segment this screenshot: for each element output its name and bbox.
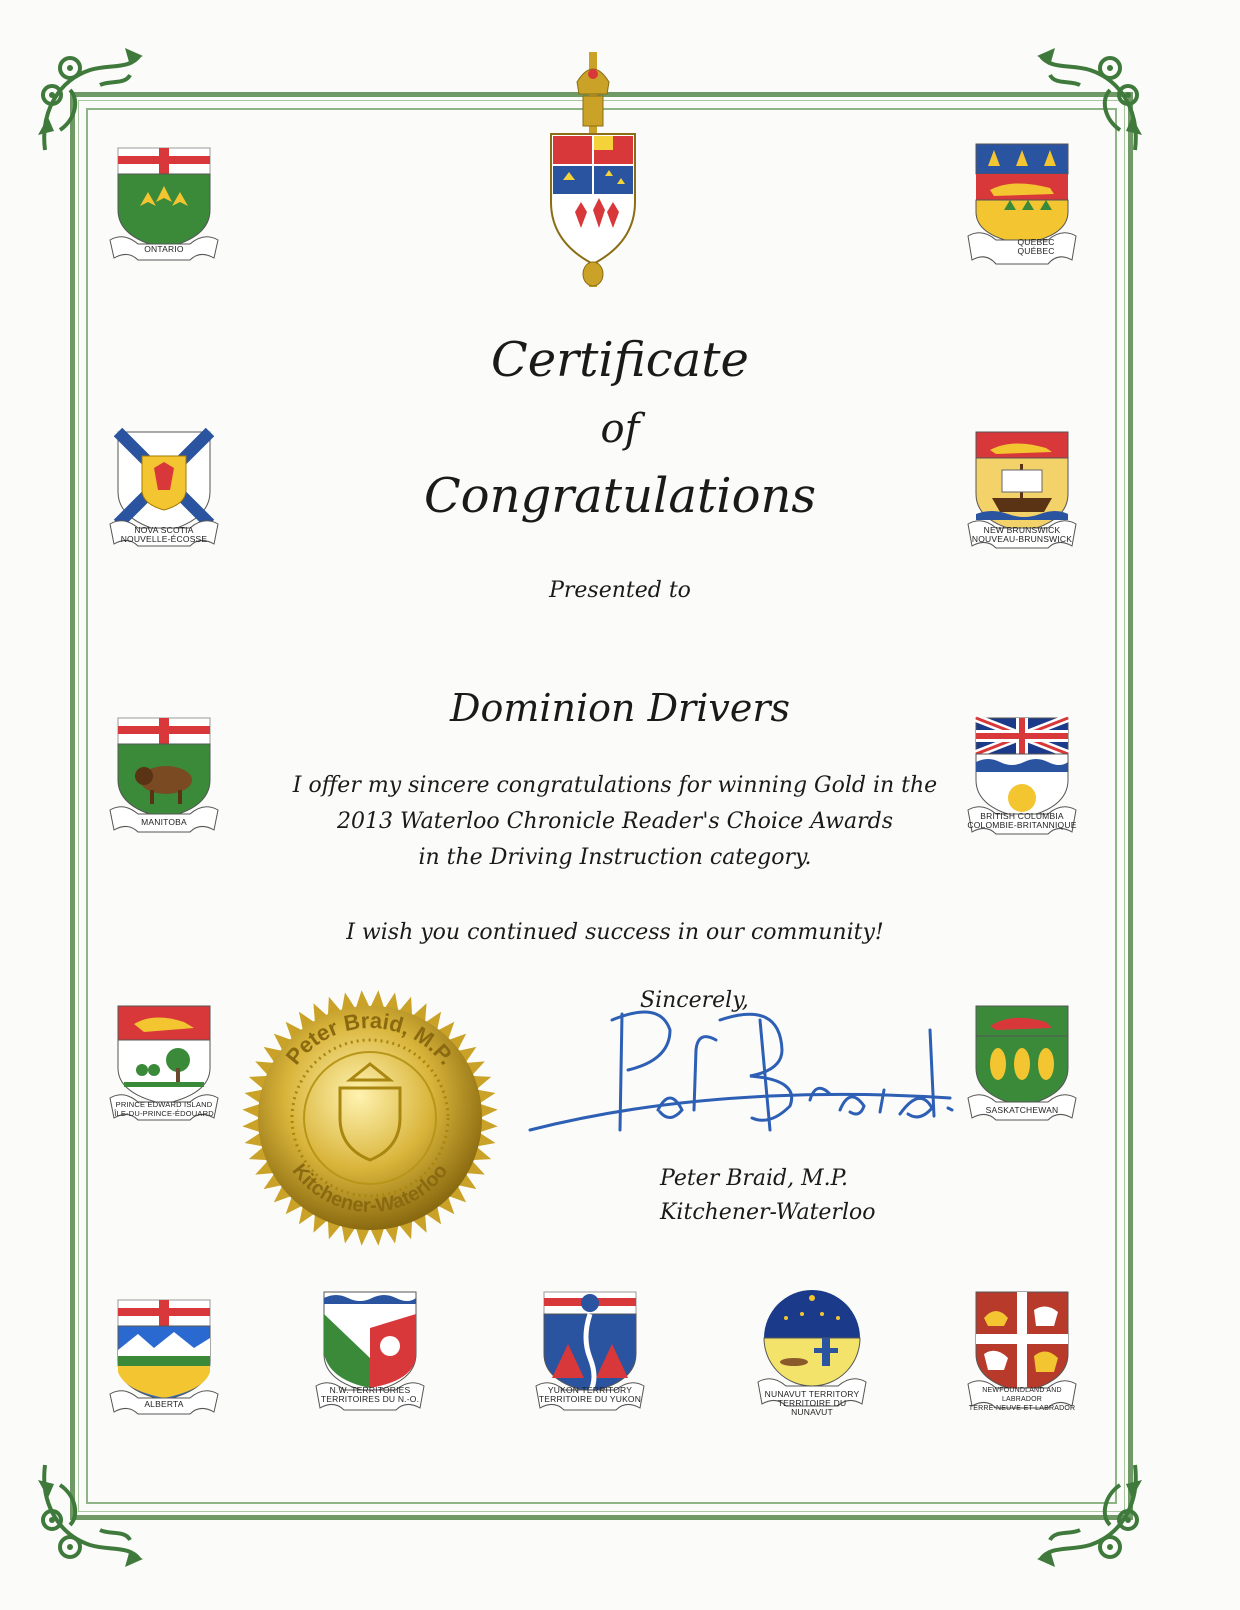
crest-newfoundland-labrador — [962, 1288, 1082, 1428]
crest-nunavut — [752, 1282, 872, 1422]
message-line-3: in the Driving Instruction category. — [418, 845, 812, 870]
message-line-2: 2013 Waterloo Chronicle Reader's Choice Awards — [336, 809, 894, 834]
wish-message: I wish you continued success in our community! — [346, 920, 884, 945]
crest-label-saskatchewan: SASKATCHEWAN — [985, 1105, 1059, 1115]
crest-label-newfoundland: NEWFOUNDLAND AND LABRADOR TERRE-NEUVE-ET-LABRADOR — [968, 1387, 1076, 1412]
crest-label-nwt: N.W. TERRITORIES TERRITOIRES DU N.-O. — [320, 1385, 420, 1404]
crest-alberta — [104, 1296, 224, 1436]
presented-to-label: Presented to — [549, 578, 691, 603]
crest-ontario — [104, 140, 224, 280]
handwritten-signature — [520, 990, 970, 1150]
certificate-title-line1: Certificate — [491, 332, 749, 388]
corner-ornament-bottom-left — [30, 1455, 150, 1575]
crest-nova-scotia — [104, 428, 224, 568]
crest-label-nova-scotia: NOVA SCOTIA NOUVELLE-ÉCOSSE — [120, 525, 208, 544]
crest-label-pei: PRINCE EDWARD ISLAND ÎLE-DU-PRINCE-ÉDOUARD — [114, 1100, 214, 1118]
congratulations-message — [230, 768, 1000, 876]
crest-northwest-territories — [310, 1288, 430, 1428]
certificate-title-line3: Congratulations — [423, 468, 817, 524]
crest-quebec — [962, 140, 1082, 280]
crest-manitoba — [104, 714, 224, 854]
crest-label-alberta: ALBERTA — [144, 1399, 184, 1409]
recipient-name: Dominion Drivers — [450, 686, 790, 730]
crest-label-quebec: QUEBEC QUÉBEC — [1017, 237, 1055, 256]
seal-text-top: Peter Braid, M.P. — [280, 1007, 460, 1070]
crest-label-manitoba: MANITOBA — [141, 817, 187, 827]
crest-label-british-columbia: BRITISH COLUMBIA COLOMBIE-BRITANNIQUE — [967, 811, 1077, 830]
crest-label-yukon: YUKON TERRITORY TERRITOIRE DU YUKON — [538, 1385, 642, 1404]
signer-name: Peter Braid, M.P. — [660, 1166, 848, 1191]
crest-saskatchewan — [962, 1002, 1082, 1142]
crest-label-new-brunswick: NEW BRUNSWICK NOUVEAU-BRUNSWICK — [971, 525, 1073, 544]
corner-ornament-bottom-right — [1030, 1455, 1150, 1575]
message-line-1: I offer my sincere congratulations for winning Gold in the — [292, 773, 938, 798]
house-of-commons-emblem — [545, 52, 641, 287]
gold-seal — [240, 988, 500, 1248]
crest-label-ontario: ONTARIO — [144, 244, 184, 254]
crest-prince-edward-island — [104, 1002, 224, 1142]
closing-sincerely: Sincerely, — [640, 988, 749, 1013]
certificate-title-line2: of — [600, 406, 640, 452]
crest-label-nunavut: NUNAVUT TERRITORY TERRITOIRE DU NUNAVUT — [764, 1389, 860, 1417]
signer-riding: Kitchener-Waterloo — [660, 1200, 876, 1225]
crest-yukon — [530, 1288, 650, 1428]
crest-new-brunswick — [962, 428, 1082, 568]
seal-text-bottom: Kitchener-Waterloo — [287, 1160, 453, 1218]
